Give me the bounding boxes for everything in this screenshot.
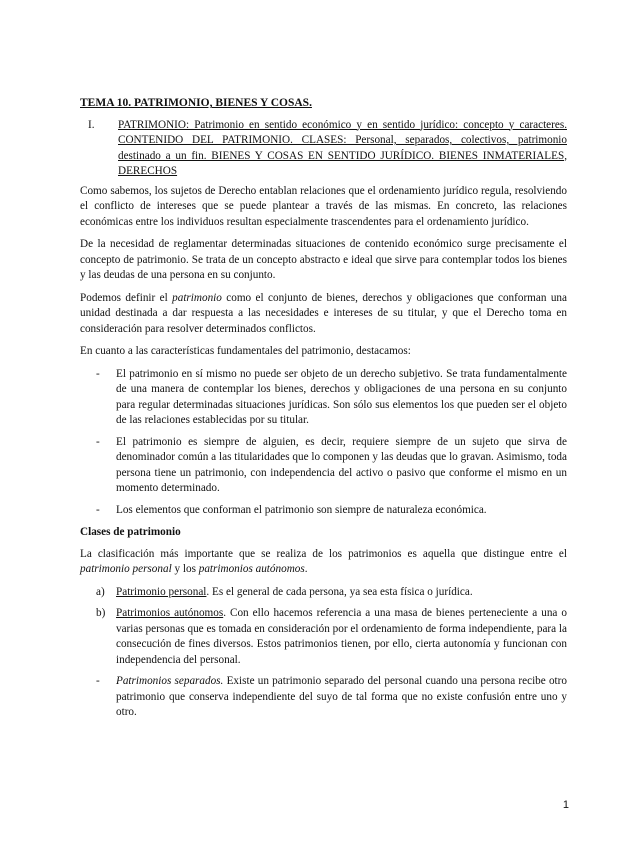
list-item-text [116,674,567,721]
characteristics-intro: En cuanto a las características fundamentales del patrimonio, destacamos: [80,345,411,357]
outline-item [80,118,567,180]
class-text: . Es el general de cada persona, ya sea esta física o jurídica. [206,585,473,598]
alpha-marker: b) [96,607,106,619]
classes-intro [80,547,567,578]
outline-number: I. [88,118,95,131]
classes-list [80,585,567,669]
paragraph-definition [80,291,567,338]
class-text: . Con ello hacemos referencia a una masa de bienes perteneciente a una o varias personas que es tomada en consideración por el ordenamiento de forma independiente, para la consecución de fines diversos. Estos patrimonios tienen, por ello, cierta autonomía y funcionan con independencia del personal. [116,607,567,666]
list-item [80,435,567,497]
classes-intro-after: . [304,563,308,575]
list-item-text [116,606,567,668]
outline-text: PATRIMONIO: Patrimonio en sentido económico y en sentido jurídico: concepto y caracteres. CONTENIDO DEL PATRIMONIO. CLASES: Personal, separados, colectivos, patrimonio destinado a un fin. BIENES Y COSAS EN SENTIDO JURÍDICO. BIENES INMATERIALES, DERECHOS [118,118,567,177]
separated-term: Patrimonios separados. [116,675,224,687]
classes-intro-before: La clasificación más importante que se realiza de los patrimonios es aquella que distingue entre el [80,547,567,560]
list-item-text: El patrimonio en sí mismo no puede ser objeto de un derecho subjetivo. Se trata fundamentalmente de una manera de contemplar los bienes, derechos y obligaciones de una persona en su conjunto para regular determinadas situaciones jurídicas. Son sólo sus elementos los que pueden ser el objeto de las relaciones establecidas por su titular. [116,367,567,426]
alpha-marker: a) [96,585,105,598]
dash-marker: - [96,503,100,516]
separated-list [80,674,567,721]
separated-text: Existe un patrimonio separado del personal cuando una persona recibe otro patrimonio que conserva independiente del suyo de tal forma que no existe confusión entre uno y otro. [116,675,567,718]
class-term: Patrimonios autónomos [116,607,224,619]
dash-marker: - [96,675,100,687]
characteristics-list [80,367,567,519]
list-item [80,503,567,519]
classes-term-personal: patrimonio personal [80,563,172,575]
classes-intro-middle: y los [171,563,199,575]
list-item [80,674,567,721]
list-item [80,585,567,601]
section-heading: Clases de patrimonio [80,526,181,538]
list-item [80,606,567,668]
list-item-text: El patrimonio es siempre de alguien, es decir, requiere siempre de un sujeto que sirva de denominador común a las titularidades que lo componen y las deudas que lo gravan. Asimismo, toda persona tiene un patrimonio, con independencia del activo o pasivo que conforme el mismo en un momento determinado. [116,435,567,494]
paragraph-concept: De la necesidad de reglamentar determinadas situaciones de contenido económico surge precisamente el concepto de patrimonio. Se trata de un concepto abstracto e ideal que sirve para contemplar todos los bienes y las deudas de una persona en su conjunto. [80,238,567,281]
document-title: TEMA 10. PATRIMONIO, BIENES Y COSAS. [80,97,312,109]
list-item-text [116,585,567,601]
page-number: 1 [562,799,569,811]
definition-term: patrimonio [172,291,222,304]
list-item-text: Los elementos que conforman el patrimonio son siempre de naturaleza económica. [116,503,487,516]
classes-term-autonomous: patrimonios autónomos [198,563,305,575]
document-page [80,96,567,728]
list-item [80,367,567,429]
paragraph-intro: Como sabemos, los sujetos de Derecho entablan relaciones que el ordenamiento jurídico regula, resolviendo el conflicto de intereses que se puede plantear a través de las mismas. En concreto, las relaciones económicas entre los individuos resultan especialmente trascendentes para el ordenamiento jurídico. [80,184,567,228]
dash-marker: - [96,435,100,448]
class-term: Patrimonio personal [116,585,207,598]
definition-after: como el conjunto de bienes, derechos y obligaciones que conforman una unidad destinada a dar respuesta a las necesidades e intereses de su titular, y que el Derecho toma en consideración para resolver determinados conflictos. [80,291,567,335]
definition-before: Podemos definir el [80,291,173,304]
dash-marker: - [96,367,100,380]
